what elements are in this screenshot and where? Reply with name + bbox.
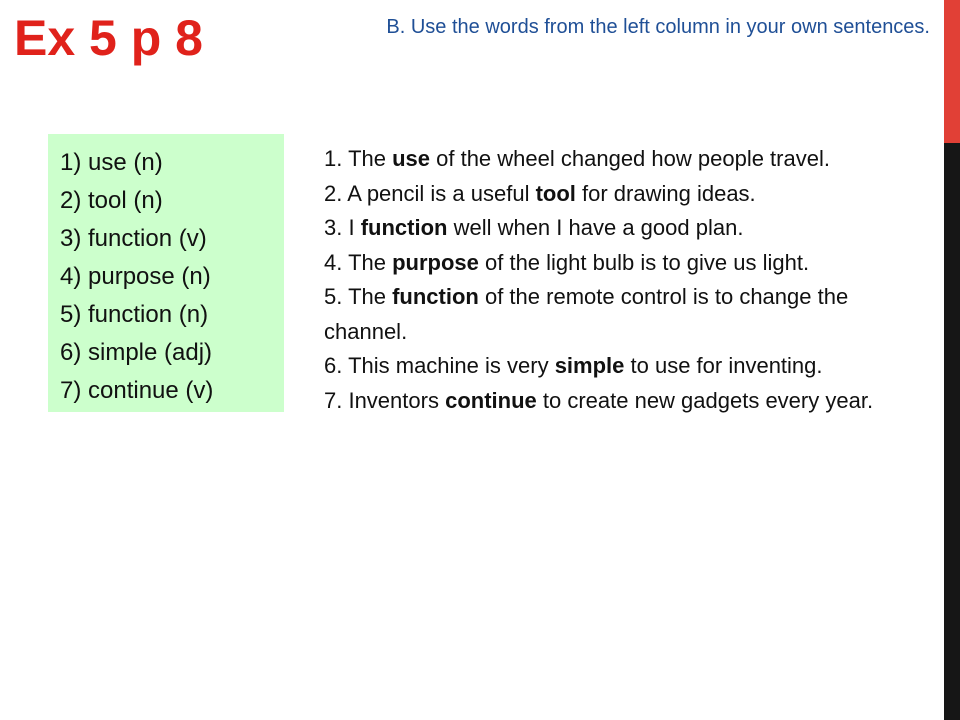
sentence-text: 3. I	[324, 215, 361, 240]
word-item: 2) tool (n)	[60, 187, 163, 214]
word-item: 4) purpose (n)	[60, 263, 211, 290]
sentence-7	[324, 384, 924, 419]
sentence-text: 7. Inventors	[324, 387, 446, 413]
keyword: purpose	[392, 249, 479, 275]
keyword: continue	[445, 387, 537, 413]
word-item: 7) continue (v)	[60, 377, 214, 404]
word-item: 3) function (v)	[60, 225, 207, 252]
sentence-5	[324, 280, 924, 349]
instruction-text: B. Use the words from the left column in your own sentences.	[386, 16, 930, 38]
sentence-text: for drawing ideas.	[575, 180, 756, 206]
sentence-text: of the wheel changed how people travel.	[430, 146, 830, 171]
side-bar-dark	[944, 143, 960, 720]
side-bar-accent	[944, 0, 960, 143]
sentence-text: 1. The	[324, 146, 393, 171]
decorative-side-bar	[944, 0, 960, 720]
sentence-4	[324, 246, 924, 281]
sentence-6	[324, 349, 924, 384]
sentence-text: 5. The	[324, 284, 393, 309]
word-item: 1) use (n)	[60, 149, 163, 176]
word-list	[60, 144, 284, 410]
keyword: function	[360, 215, 448, 240]
keyword: tool	[535, 180, 576, 206]
keyword: simple	[554, 353, 625, 378]
sentence-text: 6. This machine is very	[324, 353, 555, 378]
sentence-1	[324, 142, 924, 177]
sentence-text: to use for inventing.	[624, 353, 823, 378]
word-item: 6) simple (adj)	[60, 339, 213, 366]
sentence-text: 2. A pencil is a useful	[324, 180, 536, 206]
keyword: use	[392, 146, 431, 171]
word-list-box	[48, 134, 284, 412]
keyword: function	[392, 284, 479, 309]
sentence-text: of the light bulb is to give us light.	[478, 249, 810, 275]
sentence-text: 4. The	[324, 249, 393, 275]
sentence-3	[324, 211, 924, 246]
slide-title: Ex 5 p 8	[14, 10, 203, 66]
sentence-list	[324, 142, 924, 418]
sentence-text: to create new gadgets every year.	[536, 387, 874, 413]
word-item: 5) function (n)	[60, 301, 209, 328]
sentence-text: well when I have a good plan.	[447, 215, 744, 240]
sentence-2	[324, 177, 924, 212]
sentence-text: of the remote control is to change the channel.	[324, 284, 849, 344]
